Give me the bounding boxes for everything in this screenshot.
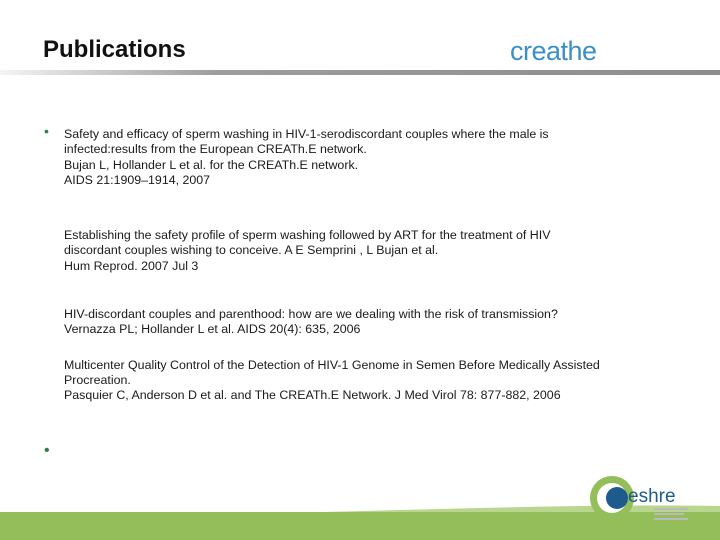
eshre-logo	[588, 468, 698, 528]
bullet-marker-2: •	[44, 442, 50, 459]
publication-list	[64, 127, 704, 424]
publication-line: Hum Reprod. 2007 Jul 3	[64, 258, 199, 273]
publication-line: Pasquier C, Anderson D et al. and The CREATh.E Network. J Med Virol 78: 877-882, 2006	[64, 388, 561, 403]
eshre-logo-text: eshre	[628, 486, 676, 507]
creathe-logo-text: creathe	[510, 36, 597, 66]
publication-line: infected:results from the European CREATh.E network.	[64, 142, 367, 157]
publication-line: discordant couples wishing to conceive. A E Semprini , L Bujan et al.	[64, 243, 439, 258]
publication-line: Establishing the safety profile of sperm washing followed by ART for the treatment of HIV	[64, 228, 551, 243]
header-divider	[0, 70, 720, 75]
publication-item	[64, 228, 704, 274]
publication-line: HIV-discordant couples and parenthood: how are we dealing with the risk of transmission?	[64, 307, 558, 322]
publication-item	[64, 127, 704, 188]
publication-line: Safety and efficacy of sperm washing in HIV-1-serodiscordant couples where the male is	[64, 127, 549, 141]
bullet-marker-1: •	[44, 123, 49, 139]
publication-line: AIDS 21:1909–1914, 2007	[64, 172, 211, 187]
publication-item	[64, 307, 704, 338]
publication-line: Bujan L, Hollander L et al. for the CREATh.E network.	[64, 157, 359, 172]
publication-item	[64, 358, 704, 404]
creathe-logo	[502, 36, 616, 68]
publication-line: Vernazza PL; Hollander L et al. AIDS 20(4): 635, 2006	[64, 322, 361, 337]
publication-line: Procreation.	[64, 372, 131, 387]
publication-line: Multicenter Quality Control of the Detection of HIV-1 Genome in Semen Before Medically Assisted	[64, 357, 600, 372]
slide-title: Publications	[43, 36, 186, 63]
